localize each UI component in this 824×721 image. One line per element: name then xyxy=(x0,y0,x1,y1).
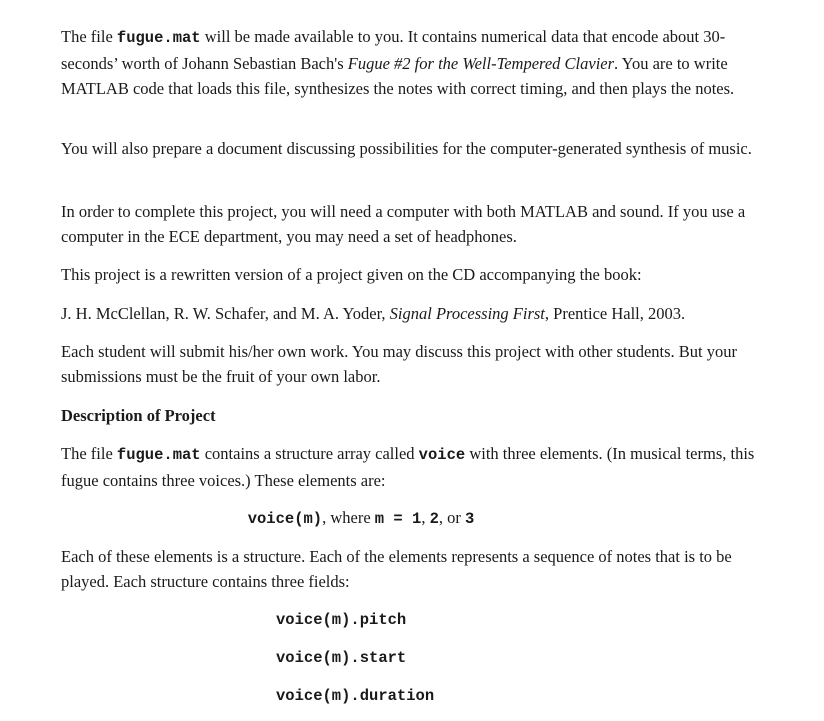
field-duration-code: voice(m).duration xyxy=(276,687,435,705)
voice-code: voice xyxy=(418,446,466,464)
filename-code: fugue.mat xyxy=(116,446,201,464)
requirements-paragraph: In order to complete this project, you will need a computer with both MATLAB and sound. If you use a computer in the ECE department, you may need a set of headphones. xyxy=(61,202,746,246)
intro-text-b: will be made available to you. It contains numerical data that encode about 30-seconds’ worth of Johann Sebastian Bach's xyxy=(61,27,726,73)
where-text: , where xyxy=(322,508,375,527)
field-start-code: voice(m).start xyxy=(276,649,407,667)
field-pitch-code: voice(m).pitch xyxy=(276,611,407,629)
desc-text-a: The file xyxy=(61,444,117,463)
source-paragraph: This project is a rewritten version of a project given on the CD accompanying the book: xyxy=(61,265,642,284)
honor-paragraph: Each student will submit his/her own work. You may discuss this project with other students. But your submissions must be the fruit of your own labor. xyxy=(61,342,738,386)
intro-text-a: The file xyxy=(61,27,117,46)
book-title: Signal Processing First xyxy=(389,304,545,323)
desc-text-b: contains a structure array called xyxy=(200,444,419,463)
or-text: , or xyxy=(438,508,465,527)
document-paragraph: You will also prepare a document discussing possibilities for the computer-generated synthesis of music. xyxy=(61,139,752,158)
two-code: 2 xyxy=(429,510,439,528)
filename-code: fugue.mat xyxy=(116,29,201,47)
book-publisher: , Prentice Hall, 2003. xyxy=(544,304,686,323)
voice-index-line xyxy=(61,505,661,532)
book-authors: J. H. McClellan, R. W. Schafer, and M. A. Yoder, xyxy=(61,304,390,323)
section-heading: Description of Project xyxy=(61,406,216,425)
desc-text-c: with three elements. (In musical terms, this fugue contains three voices.) These elements are: xyxy=(61,444,755,490)
book-reference xyxy=(61,301,685,326)
description-paragraph xyxy=(61,441,766,493)
structure-paragraph: Each of these elements is a structure. Each of the elements represents a sequence of notes that is to be played. Each structure contains three fields: xyxy=(61,547,732,591)
intro-text-c: . You are to write MATLAB code that loads this file, synthesizes the notes with correct timing, and then plays the notes. xyxy=(61,54,735,98)
m-equals-code: m = 1 xyxy=(374,510,422,528)
three-code: 3 xyxy=(465,510,475,528)
comma-text: , xyxy=(421,508,430,527)
fugue-title: Fugue #2 for the Well-Tempered Clavier xyxy=(347,54,615,73)
intro-paragraph xyxy=(61,24,766,101)
voice-m-code: voice(m) xyxy=(247,510,323,528)
